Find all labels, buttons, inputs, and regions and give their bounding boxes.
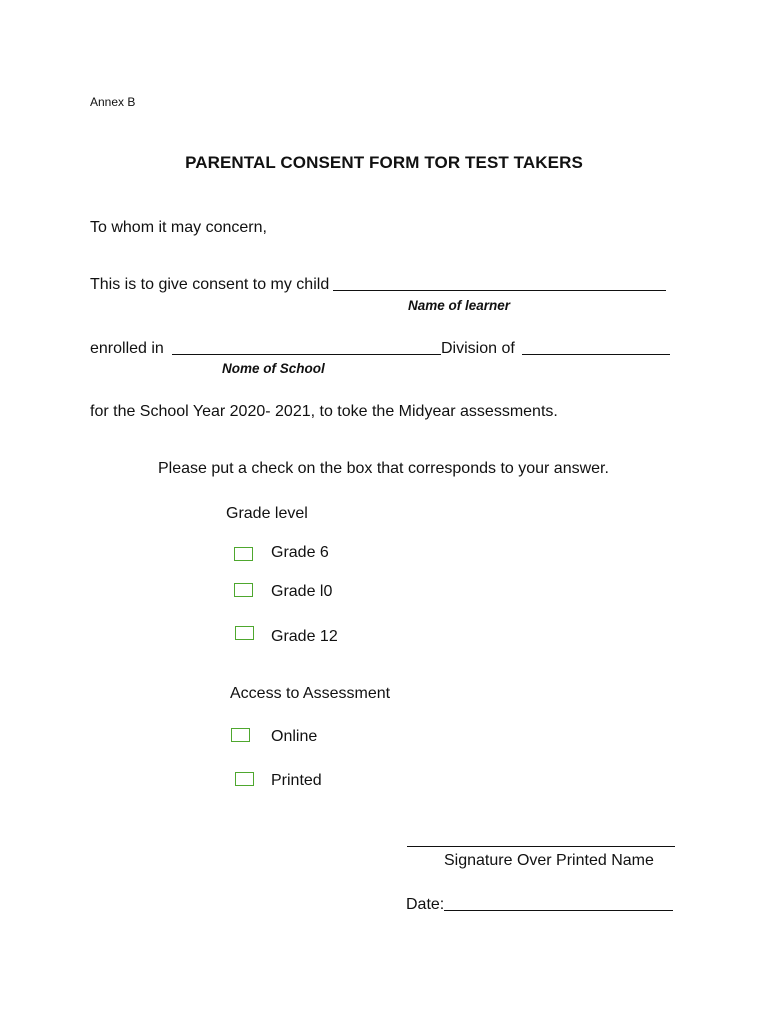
grade-12-label: Grade 12 [271, 628, 338, 645]
date-label: Date: [406, 896, 445, 913]
school-name-caption: Nome of School [222, 361, 325, 376]
division-label: Division of [441, 340, 515, 357]
learner-name-caption: Name of learner [408, 298, 511, 313]
signature-label: Signature Over Printed Name [444, 852, 654, 869]
online-checkbox[interactable] [231, 728, 250, 742]
printed-checkbox[interactable] [235, 772, 254, 786]
school-year-text: for the School Year 2020- 2021, to toke the Midyear assessments. [90, 403, 558, 420]
grade-10-label: Grade l0 [271, 583, 333, 600]
date-field[interactable] [444, 910, 673, 911]
grade-6-checkbox[interactable] [234, 547, 253, 561]
grade-12-checkbox[interactable] [235, 626, 254, 640]
division-field[interactable] [522, 354, 670, 355]
grade-10-checkbox[interactable] [234, 583, 253, 597]
printed-label: Printed [271, 772, 322, 789]
learner-name-field[interactable] [333, 290, 666, 291]
consent-lead-text: This is to give consent to my child [90, 276, 330, 293]
school-name-field[interactable] [172, 354, 441, 355]
online-label: Online [271, 728, 318, 745]
enrolled-lead-text: enrolled in [90, 340, 164, 357]
form-title: PARENTAL CONSENT FORM TOR TEST TAKERS [185, 153, 583, 172]
signature-field[interactable] [407, 846, 675, 847]
salutation: To whom it may concern, [90, 219, 267, 236]
access-heading: Access to Assessment [230, 685, 391, 702]
instruction-text: Please put a check on the box that corresponds to your answer. [158, 460, 609, 477]
grade-level-heading: Grade level [226, 505, 308, 522]
annex-label: Annex B [90, 95, 136, 109]
grade-6-label: Grade 6 [271, 544, 329, 561]
